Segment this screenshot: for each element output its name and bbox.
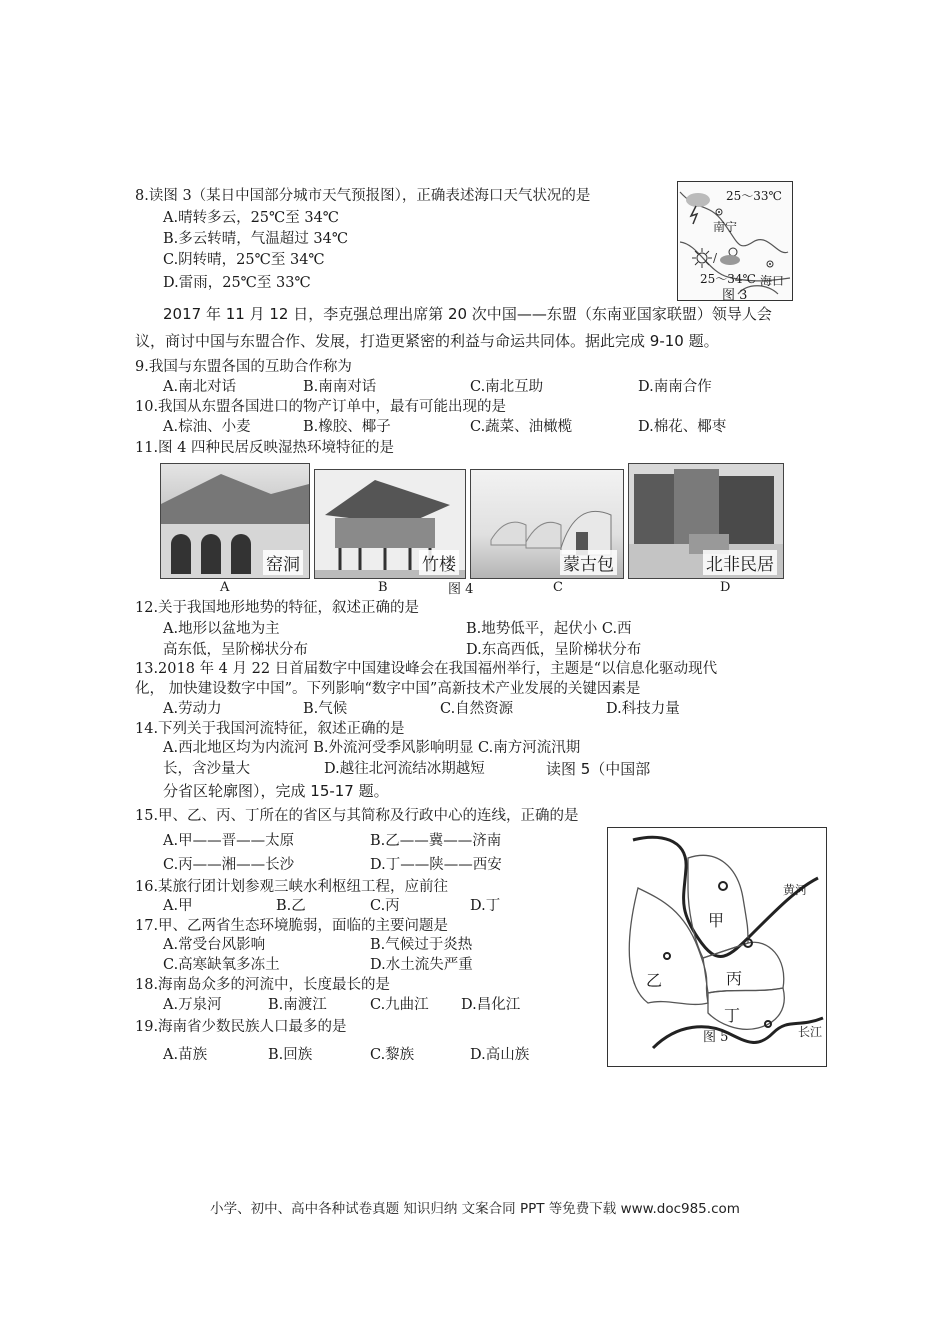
q8-option-a: A.晴转多云，25℃至 34℃ — [163, 210, 340, 226]
q13-line-2: 化， 加快建设数字中国”。下列影响“数字中国”高新技术产业发展的关键因素是 — [135, 681, 641, 697]
bamboo-house-photo — [314, 469, 466, 579]
photo-b-letter: B — [378, 580, 388, 595]
q16-option-b: B.乙 — [276, 898, 306, 914]
q17-stem: 17.甲、乙两省生态环境脆弱，面临的主要问题是 — [135, 918, 449, 934]
q14-stem: 14.下列关于我国河流特征，叙述正确的是 — [135, 721, 405, 737]
q14-line-2a: 长，含沙量大 — [163, 761, 250, 777]
q17-option-c: C.高寒缺氧多冻土 — [163, 957, 280, 973]
province-ding-label: 丁 — [724, 1006, 741, 1025]
q14-option-d: D.越往北河流结冰期越短 — [324, 761, 485, 777]
figure-5-province-map — [607, 827, 827, 1067]
q16-option-c: C.丙 — [370, 898, 400, 914]
cave-dwelling-photo — [160, 463, 310, 579]
q19-option-b: B.回族 — [268, 1047, 313, 1063]
q9-option-d: D.南南合作 — [638, 379, 712, 395]
passage-line-1: 2017 年 11 月 12 日，李克强总理出席第 20 次中国——东盟（东南亚国家联盟）领导人会 — [163, 305, 772, 323]
photo-c-letter: C — [553, 580, 563, 595]
haikou-temperature: 25～34℃ — [700, 272, 756, 286]
page-footer: 小学、初中、高中各种试卷真题 知识归纳 文案合同 PPT 等免费下载 www.doc985.com — [210, 1201, 740, 1217]
q15-option-c: C.丙——湘——长沙 — [163, 857, 295, 873]
q18-option-d: D.昌化江 — [461, 997, 521, 1013]
yurt-photo — [470, 469, 624, 579]
fig5-intro-2: 分省区轮廓图），完成 15-17 题。 — [163, 782, 389, 800]
figure-5-caption: 图 5 — [703, 1030, 729, 1045]
photo-c-label: 蒙古包 — [560, 550, 617, 575]
figure-3-weather-map — [677, 181, 793, 301]
q16-option-d: D.丁 — [470, 898, 501, 914]
nanning-temperature: 25～33℃ — [726, 189, 782, 203]
photo-a-letter: A — [220, 580, 230, 595]
haikou-label: 海口 — [760, 274, 785, 288]
q15-option-a: A.甲——晋——太原 — [163, 833, 295, 849]
cloudy-icon — [720, 248, 740, 265]
q8-stem: 8.读图 3（某日中国部分城市天气预报图），正确表述海口天气状况的是 — [135, 188, 591, 204]
q12-stem: 12.关于我国地形地势的特征，叙述正确的是 — [135, 600, 420, 616]
q9-option-a: A.南北对话 — [163, 379, 237, 395]
q12-option-d: D.东高西低，呈阶梯状分布 — [466, 642, 642, 658]
q13-option-a: A.劳动力 — [163, 701, 222, 717]
province-jia-label: 甲 — [708, 911, 725, 930]
q15-option-b: B.乙——冀——济南 — [370, 833, 502, 849]
q17-option-b: B.气候过于炎热 — [370, 937, 473, 953]
q16-option-a: A.甲 — [163, 898, 193, 914]
fig5-intro-1: 读图 5（中国部 — [546, 760, 651, 778]
q10-option-b: B.橡胶、椰子 — [303, 419, 391, 435]
q10-option-c: C.蔬菜、油橄榄 — [470, 419, 573, 435]
yellow-river-label: 黄河 — [783, 883, 808, 897]
q19-option-a: A.苗族 — [163, 1047, 208, 1063]
q12-option-b: B.地势低平，起伏小 C.西 — [466, 621, 632, 637]
svg-text:/: / — [713, 251, 718, 265]
photo-b-label: 竹楼 — [419, 550, 459, 575]
q9-option-b: B.南南对话 — [303, 379, 377, 395]
province-yi-label: 乙 — [646, 971, 663, 990]
sun-icon — [692, 248, 712, 268]
q13-option-b: B.气候 — [303, 701, 348, 717]
photo-d-label: 北非民居 — [703, 550, 777, 575]
passage-line-2: 议，商讨中国与东盟合作、发展，打造更紧密的利益与命运共同体。据此完成 9-10 题。 — [135, 332, 719, 350]
q9-option-c: C.南北互助 — [470, 379, 544, 395]
q12-option-a: A.地形以盆地为主 — [163, 621, 280, 637]
q19-option-d: D.高山族 — [470, 1047, 530, 1063]
q19-option-c: C.黎族 — [370, 1047, 415, 1063]
q8-option-c: C.阴转晴，25℃至 34℃ — [163, 252, 325, 268]
q15-option-d: D.丁——陕——西安 — [370, 857, 502, 873]
q18-stem: 18.海南岛众多的河流中，长度最长的是 — [135, 977, 391, 993]
q16-stem: 16.某旅行团计划参观三峡水利枢纽工程，应前往 — [135, 879, 449, 895]
province-bing-label: 丙 — [726, 969, 743, 988]
q18-option-c: C.九曲江 — [370, 997, 429, 1013]
figure-4-caption: 图 4 — [448, 582, 474, 597]
q11-stem: 11.图 4 四种民居反映湿热环境特征的是 — [135, 440, 395, 456]
q10-stem: 10.我国从东盟各国进口的物产订单中，最有可能出现的是 — [135, 399, 507, 415]
q13-line-1: 13.2018 年 4 月 22 日首届数字中国建设峰会在我国福州举行，主题是“以信息化驱动现代 — [135, 661, 718, 677]
q9-stem: 9.我国与东盟各国的互助合作称为 — [135, 359, 352, 375]
nanning-label: 南宁 — [713, 220, 738, 234]
yangtze-river-label: 长江 — [798, 1025, 823, 1039]
q15-stem: 15.甲、乙、丙、丁所在的省区与其简称及行政中心的连线，正确的是 — [135, 808, 579, 824]
q17-option-d: D.水土流失严重 — [370, 957, 473, 973]
q8-option-d: D.雷雨，25℃至 33℃ — [163, 275, 311, 291]
north-africa-house-photo — [628, 463, 784, 579]
q14-line-1: A.西北地区均为内流河 B.外流河受季风影响明显 C.南方河流汛期 — [163, 740, 581, 756]
q8-option-b: B.多云转晴，气温超过 34℃ — [163, 231, 349, 247]
q18-option-b: B.南渡江 — [268, 997, 327, 1013]
q10-option-a: A.棕油、小麦 — [163, 419, 251, 435]
photo-a-label: 窑洞 — [263, 550, 303, 575]
figure-3-caption: 图 3 — [722, 288, 748, 303]
q13-option-d: D.科技力量 — [606, 701, 680, 717]
q19-stem: 19.海南省少数民族人口最多的是 — [135, 1019, 347, 1035]
q17-option-a: A.常受台风影响 — [163, 937, 266, 953]
q10-option-d: D.棉花、椰枣 — [638, 419, 727, 435]
photo-d-letter: D — [720, 580, 731, 595]
q18-option-a: A.万泉河 — [163, 997, 222, 1013]
q12-option-c-cont: 高东低，呈阶梯状分布 — [163, 642, 308, 658]
q13-option-c: C.自然资源 — [440, 701, 514, 717]
